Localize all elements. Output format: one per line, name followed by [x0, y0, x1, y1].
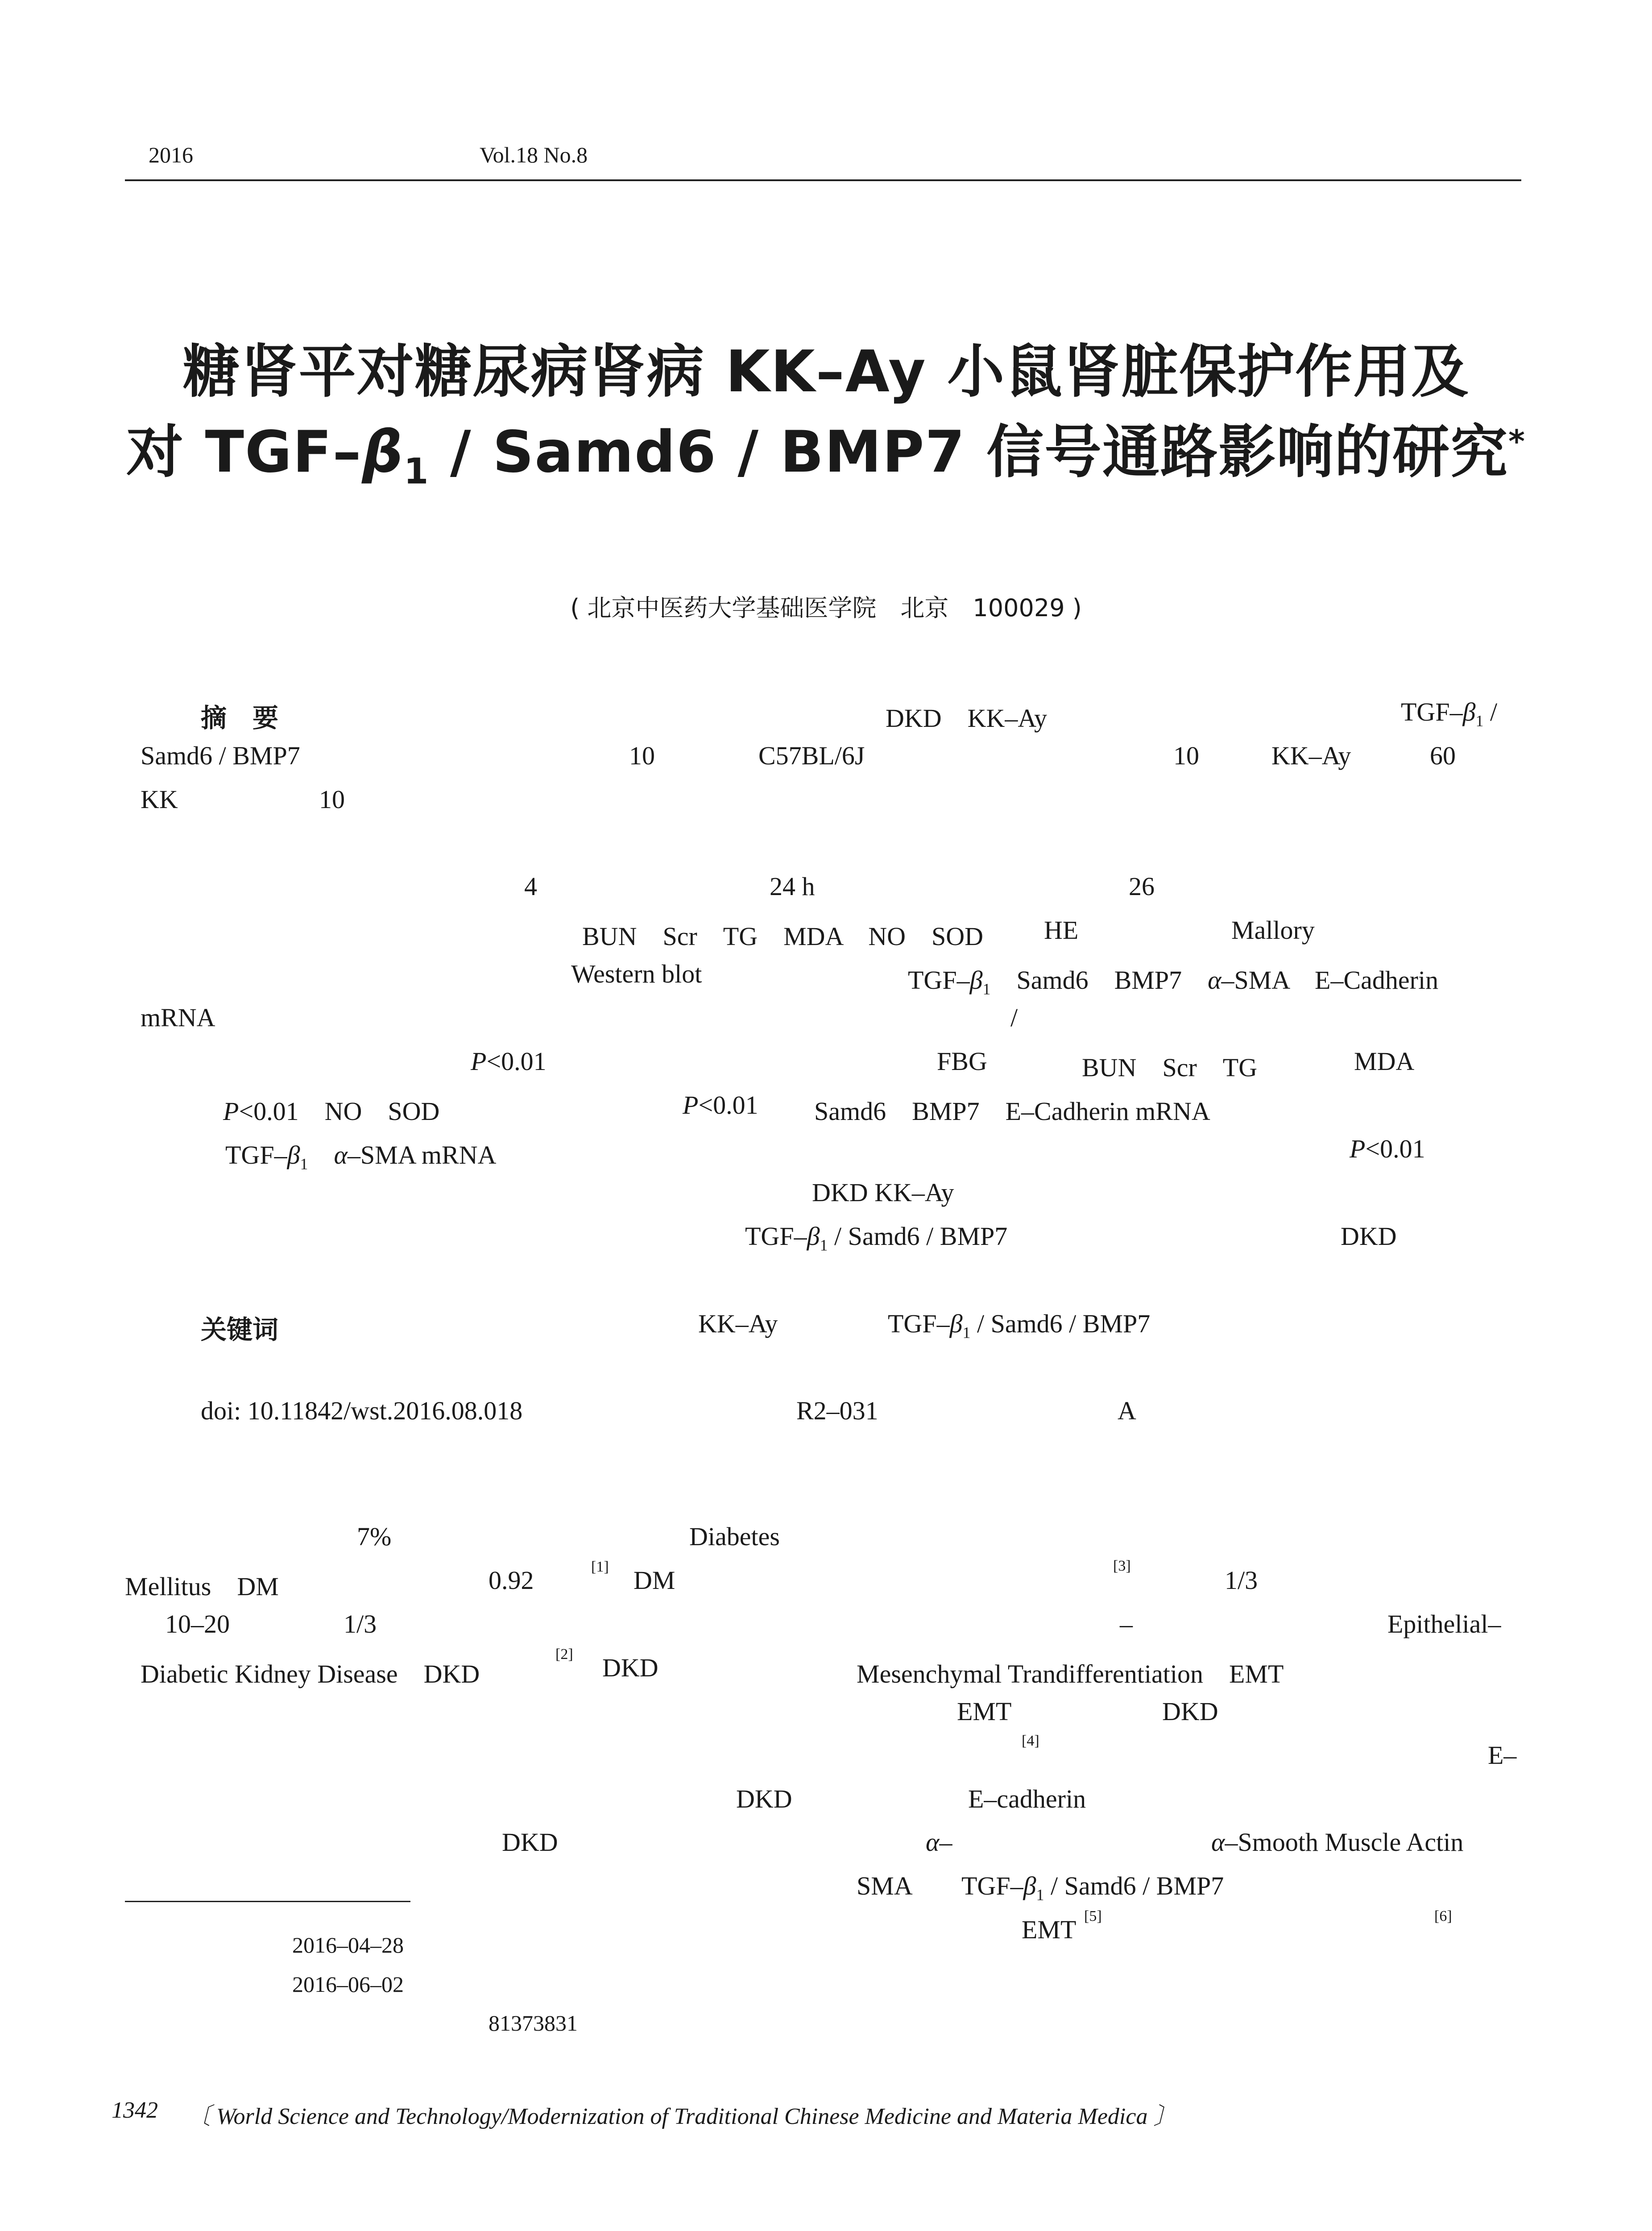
left-l2-b: 0.92 — [489, 1566, 534, 1595]
right-l8-a: SMA — [857, 1871, 913, 1900]
footnote-revised: 2016–06–02 — [292, 1972, 404, 1997]
left-l5-a: DKD — [502, 1828, 558, 1857]
right-l2-b: Epithelial– — [1387, 1609, 1501, 1638]
abs-l9-a: P<0.01 NO SOD — [223, 1097, 440, 1126]
title-line-2-pre: 对 TGF– — [126, 419, 362, 485]
footnote-grant: 81373831 — [489, 2011, 578, 2036]
left-l2-a: Mellitus DM — [125, 1572, 279, 1601]
abs-l2-d: 10 — [1173, 741, 1199, 770]
header-year: 2016 — [149, 142, 193, 167]
abs-l5-c: Mallory — [1231, 916, 1315, 945]
footnote-rule — [125, 1901, 410, 1902]
right-l3-a: Mesenchymal Trandifferentiation EMT — [857, 1659, 1284, 1688]
abs-l8-d: MDA — [1354, 1047, 1415, 1076]
right-l9-ref6: [6] — [1434, 1908, 1452, 1924]
footer-journal: 〔 World Science and Technology/Modernization of Traditional Chinese Medicine and Materia Medica 〕 — [187, 2104, 1177, 2129]
right-l6-b: E–cadherin — [968, 1784, 1086, 1813]
abs-l11-a: DKD KK–Ay — [812, 1178, 954, 1207]
header-volume: Vol.18 No.8 — [480, 142, 588, 167]
right-l4-b: DKD — [1162, 1697, 1218, 1726]
footer-page-number: 1342 — [112, 2098, 158, 2123]
abs-l8-b: FBG — [937, 1047, 987, 1076]
keywords-label: 关键词 — [201, 1315, 279, 1345]
right-l4-a: EMT — [957, 1697, 1012, 1726]
left-l1-b: Diabetes — [689, 1522, 780, 1551]
abs-l6-a: Western blot — [571, 959, 702, 988]
right-l7-b: α–Smooth Muscle Actin — [1211, 1828, 1464, 1857]
abs-l7-a: mRNA — [141, 1003, 215, 1032]
abs-l2-b: 10 — [629, 741, 655, 770]
title-beta-sub: 1 — [404, 450, 430, 492]
left-l2-ref1: [1] — [591, 1559, 609, 1575]
abs-l2-e: KK–Ay — [1271, 741, 1351, 770]
abs-l4-c: 26 — [1129, 872, 1155, 901]
header-rule — [125, 179, 1521, 181]
left-l2-d: DM — [633, 1566, 675, 1595]
right-l2-a: – — [1120, 1609, 1133, 1638]
left-l4-ref2: [2] — [555, 1646, 573, 1663]
title-line-2-post: / Samd6 / BMP7 信号通路影响的研究 — [429, 419, 1509, 485]
abs-l9-b: P<0.01 — [683, 1091, 758, 1120]
abs-l8-a: P<0.01 — [471, 1047, 547, 1076]
abs-l5-b: HE — [1044, 916, 1079, 945]
left-l4-c: DKD — [602, 1653, 658, 1682]
title-beta: β — [362, 419, 404, 485]
right-l1-ref3: [3] — [1113, 1558, 1131, 1574]
left-l4-a: Diabetic Kidney Disease DKD — [141, 1659, 480, 1688]
right-l5-b: E– — [1488, 1741, 1517, 1770]
abs-l6-b: TGF–$\beta_1$ Samd6 BMP7 α–SMA E–Cadherin — [908, 966, 1439, 998]
abs-l9-c: Samd6 BMP7 E–Cadherin mRNA — [814, 1097, 1210, 1126]
abs-l4-a: 4 — [524, 872, 537, 901]
right-l9-a: EMT — [1022, 1915, 1076, 1944]
right-l8-b: TGF–$\beta_1$ / Samd6 / BMP7 — [961, 1871, 1224, 1904]
abs-l3-b: 10 — [319, 785, 345, 814]
abs-l12-a: TGF–$\beta_1$ / Samd6 / BMP7 — [745, 1222, 1008, 1254]
right-l1-b: 1/3 — [1225, 1566, 1258, 1595]
title-line-1: 糖肾平对糖尿病肾病 KK–Ay 小鼠肾脏保护作用及 — [182, 339, 1470, 405]
right-l6-a: DKD — [736, 1784, 792, 1813]
abs-l2-a: Samd6 / BMP7 — [141, 741, 300, 770]
abs-l3-a: KK — [141, 785, 178, 814]
affiliation: ( 北京中医药大学基础医学院 北京 100029 ) — [570, 594, 1082, 622]
abs-l2-c: C57BL/6J — [758, 741, 865, 770]
title-line-2 — [0, 406, 1652, 492]
abs-l10-b: P<0.01 — [1350, 1134, 1425, 1163]
abs-l2-f: 60 — [1430, 741, 1456, 770]
right-l5-ref4: [4] — [1022, 1733, 1039, 1749]
abs-l8-c: BUN Scr TG — [1082, 1053, 1258, 1082]
right-l7-a: α– — [926, 1828, 952, 1857]
document-code: A — [1118, 1396, 1136, 1425]
abs-l5-a: BUN Scr TG MDA NO SOD — [582, 922, 984, 951]
left-l3-b: 1/3 — [344, 1609, 377, 1638]
keyword-1: KK–Ay — [698, 1309, 778, 1338]
abs-l1-a: DKD KK–Ay — [886, 704, 1047, 733]
abs-l4-b: 24 h — [770, 872, 815, 901]
abstract-label: 摘 要 — [201, 703, 279, 733]
footnote-received: 2016–04–28 — [292, 1932, 404, 1957]
abs-l10-a: TGF–$\beta_1$ α–SMA mRNA — [225, 1140, 497, 1173]
title-star: * — [1508, 423, 1526, 460]
clc-number: R2–031 — [796, 1396, 878, 1425]
left-l3-a: 10–20 — [165, 1609, 230, 1638]
abs-l12-b: DKD — [1341, 1222, 1397, 1251]
right-l9-ref5: [5] — [1084, 1908, 1102, 1924]
abs-l1-b: TGF–$\beta_1$ / — [1401, 697, 1498, 730]
left-l1-a: 7% — [357, 1522, 392, 1551]
abs-l7-b: / — [1010, 1003, 1018, 1032]
doi: doi: 10.11842/wst.2016.08.018 — [201, 1396, 523, 1425]
keyword-2: TGF–$\beta_1$ / Samd6 / BMP7 — [888, 1309, 1151, 1342]
